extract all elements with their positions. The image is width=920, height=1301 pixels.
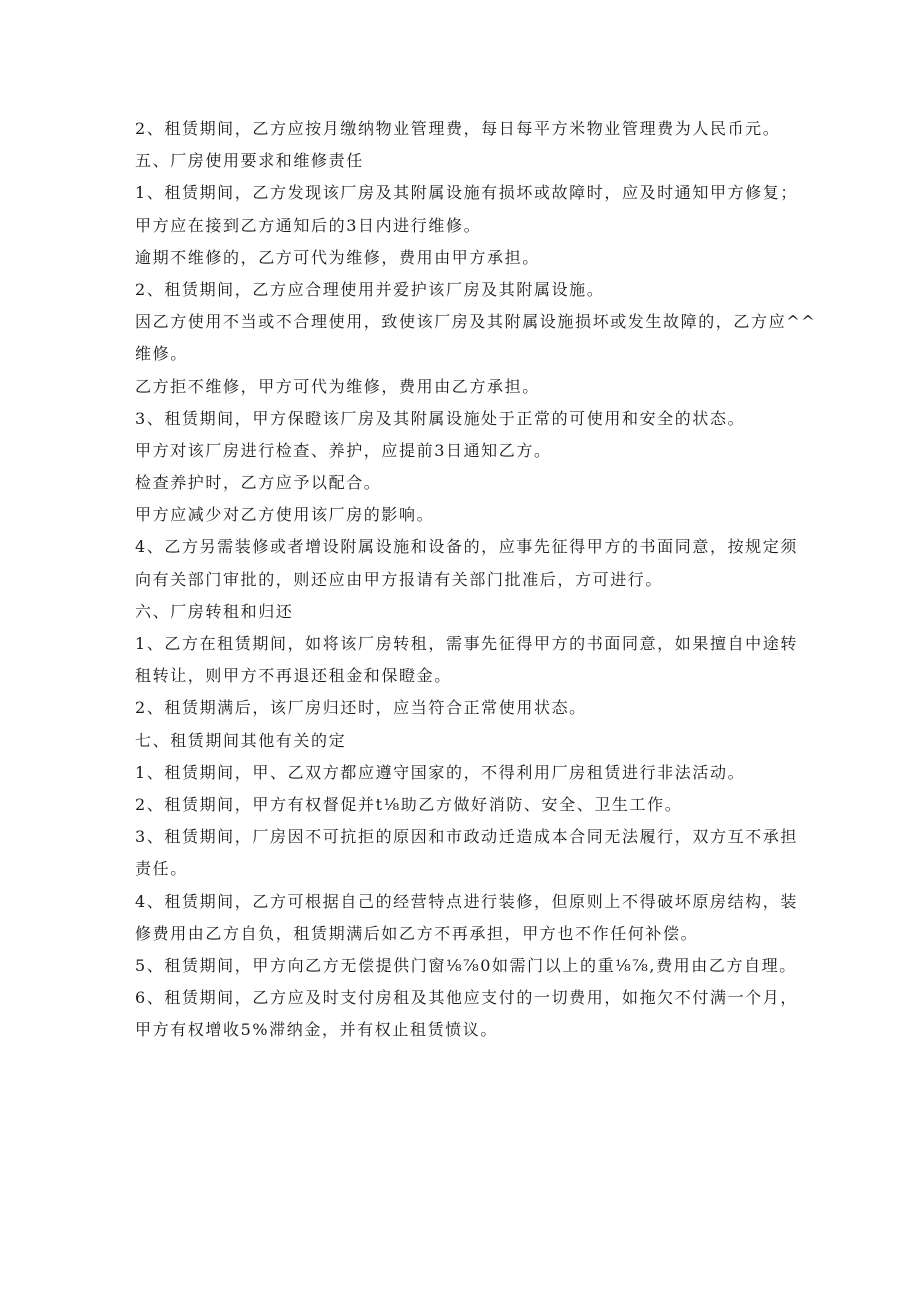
- text-line: 甲方对该厂房进行检查、养护，应提前3日通知乙方。: [135, 440, 552, 460]
- text-line: 向有关部门审批的，则还应由甲方报请有关部门批准后，方可进行。: [135, 569, 664, 589]
- document-page: [135, 113, 817, 1046]
- text-line: 4、乙方另需装修或者增设附属设施和设备的，应事先征得甲方的书面同意，按规定须: [135, 537, 798, 557]
- text-line: 3、租赁期间，厂房因不可抗拒的原因和市政动迁造成本合同无法履行，双方互不承担: [135, 827, 798, 847]
- text-line: 3、租赁期间，甲方保瞪该厂房及其附属设施处于正常的可使用和安全的状态。: [135, 408, 746, 428]
- text-line: 2、租赁期间，乙方应按月缴纳物业管理费，每日每平方米物业管理费为人民币元。: [135, 119, 781, 138]
- text-line: 6、租赁期间，乙方应及时支付房租及其他应支付的一切费用，如拖欠不付满一个月，: [135, 988, 798, 1008]
- section-heading: 五、厂房使用要求和维修责任: [135, 151, 364, 171]
- section-heading: 七、租赁期间其他有关的定: [135, 730, 347, 750]
- text-line: 修费用由乙方自负，租赁期满后如乙方不再承担，甲方也不作任何补偿。: [135, 923, 699, 943]
- text-line: 逾期不维修的，乙方可代为维修，费用由甲方承担。: [135, 247, 540, 267]
- text-line: 甲方应在接到乙方通知后的3日内进行维修。: [135, 215, 482, 235]
- text-line: 甲方有权增收5%滞纳金，并有权止租赁愤议。: [135, 1020, 498, 1040]
- section-heading: 六、厂房转租和归还: [135, 601, 294, 621]
- text-line: 2、租赁期间，甲方有权督促并t⅛助乙方做好消防、安全、卫生工作。: [135, 794, 683, 814]
- text-line: 租转让，则甲方不再退还租金和保瞪金。: [135, 666, 452, 686]
- text-line: 4、租赁期间，乙方可根据自己的经营特点进行装修，但原则上不得破坏原房结构，装: [135, 891, 798, 911]
- text-line: 2、租赁期满后，该厂房归还时，应当符合正常使用状态。: [135, 698, 587, 718]
- text-line: 因乙方使用不当或不合理使用，致使该厂房及其附属设施损坏或发生故障的，乙方应^^: [135, 312, 817, 332]
- text-line: 1、乙方在租赁期间，如将该厂房转租，需事先征得甲方的书面同意，如果擅自中途转: [135, 634, 798, 653]
- text-line: 1、租赁期间，乙方发现该厂房及其附属设施有损坏或故障时，应及时通知甲方修复；: [135, 183, 798, 203]
- text-line: 乙方拒不维修，甲方可代为维修，费用由乙方承担。: [135, 376, 540, 396]
- text-line: 甲方应减少对乙方使用该厂房的影响。: [135, 505, 435, 525]
- text-line: 2、租赁期间，乙方应合理使用并爱护该厂房及其附属设施。: [135, 279, 605, 299]
- text-line: 检查养护时，乙方应予以配合。: [135, 473, 382, 493]
- text-line: 责任。: [135, 859, 188, 879]
- text-line: 5、租赁期间，甲方向乙方无偿提供门窗⅛⅞0如需门以上的重⅛⅞,费用由乙方自理。: [135, 955, 797, 975]
- text-line: 1、租赁期间，甲、乙双方都应遵守国家的，不得利用厂房租赁进行非法活动。: [135, 762, 746, 782]
- text-line: 维修。: [135, 344, 188, 364]
